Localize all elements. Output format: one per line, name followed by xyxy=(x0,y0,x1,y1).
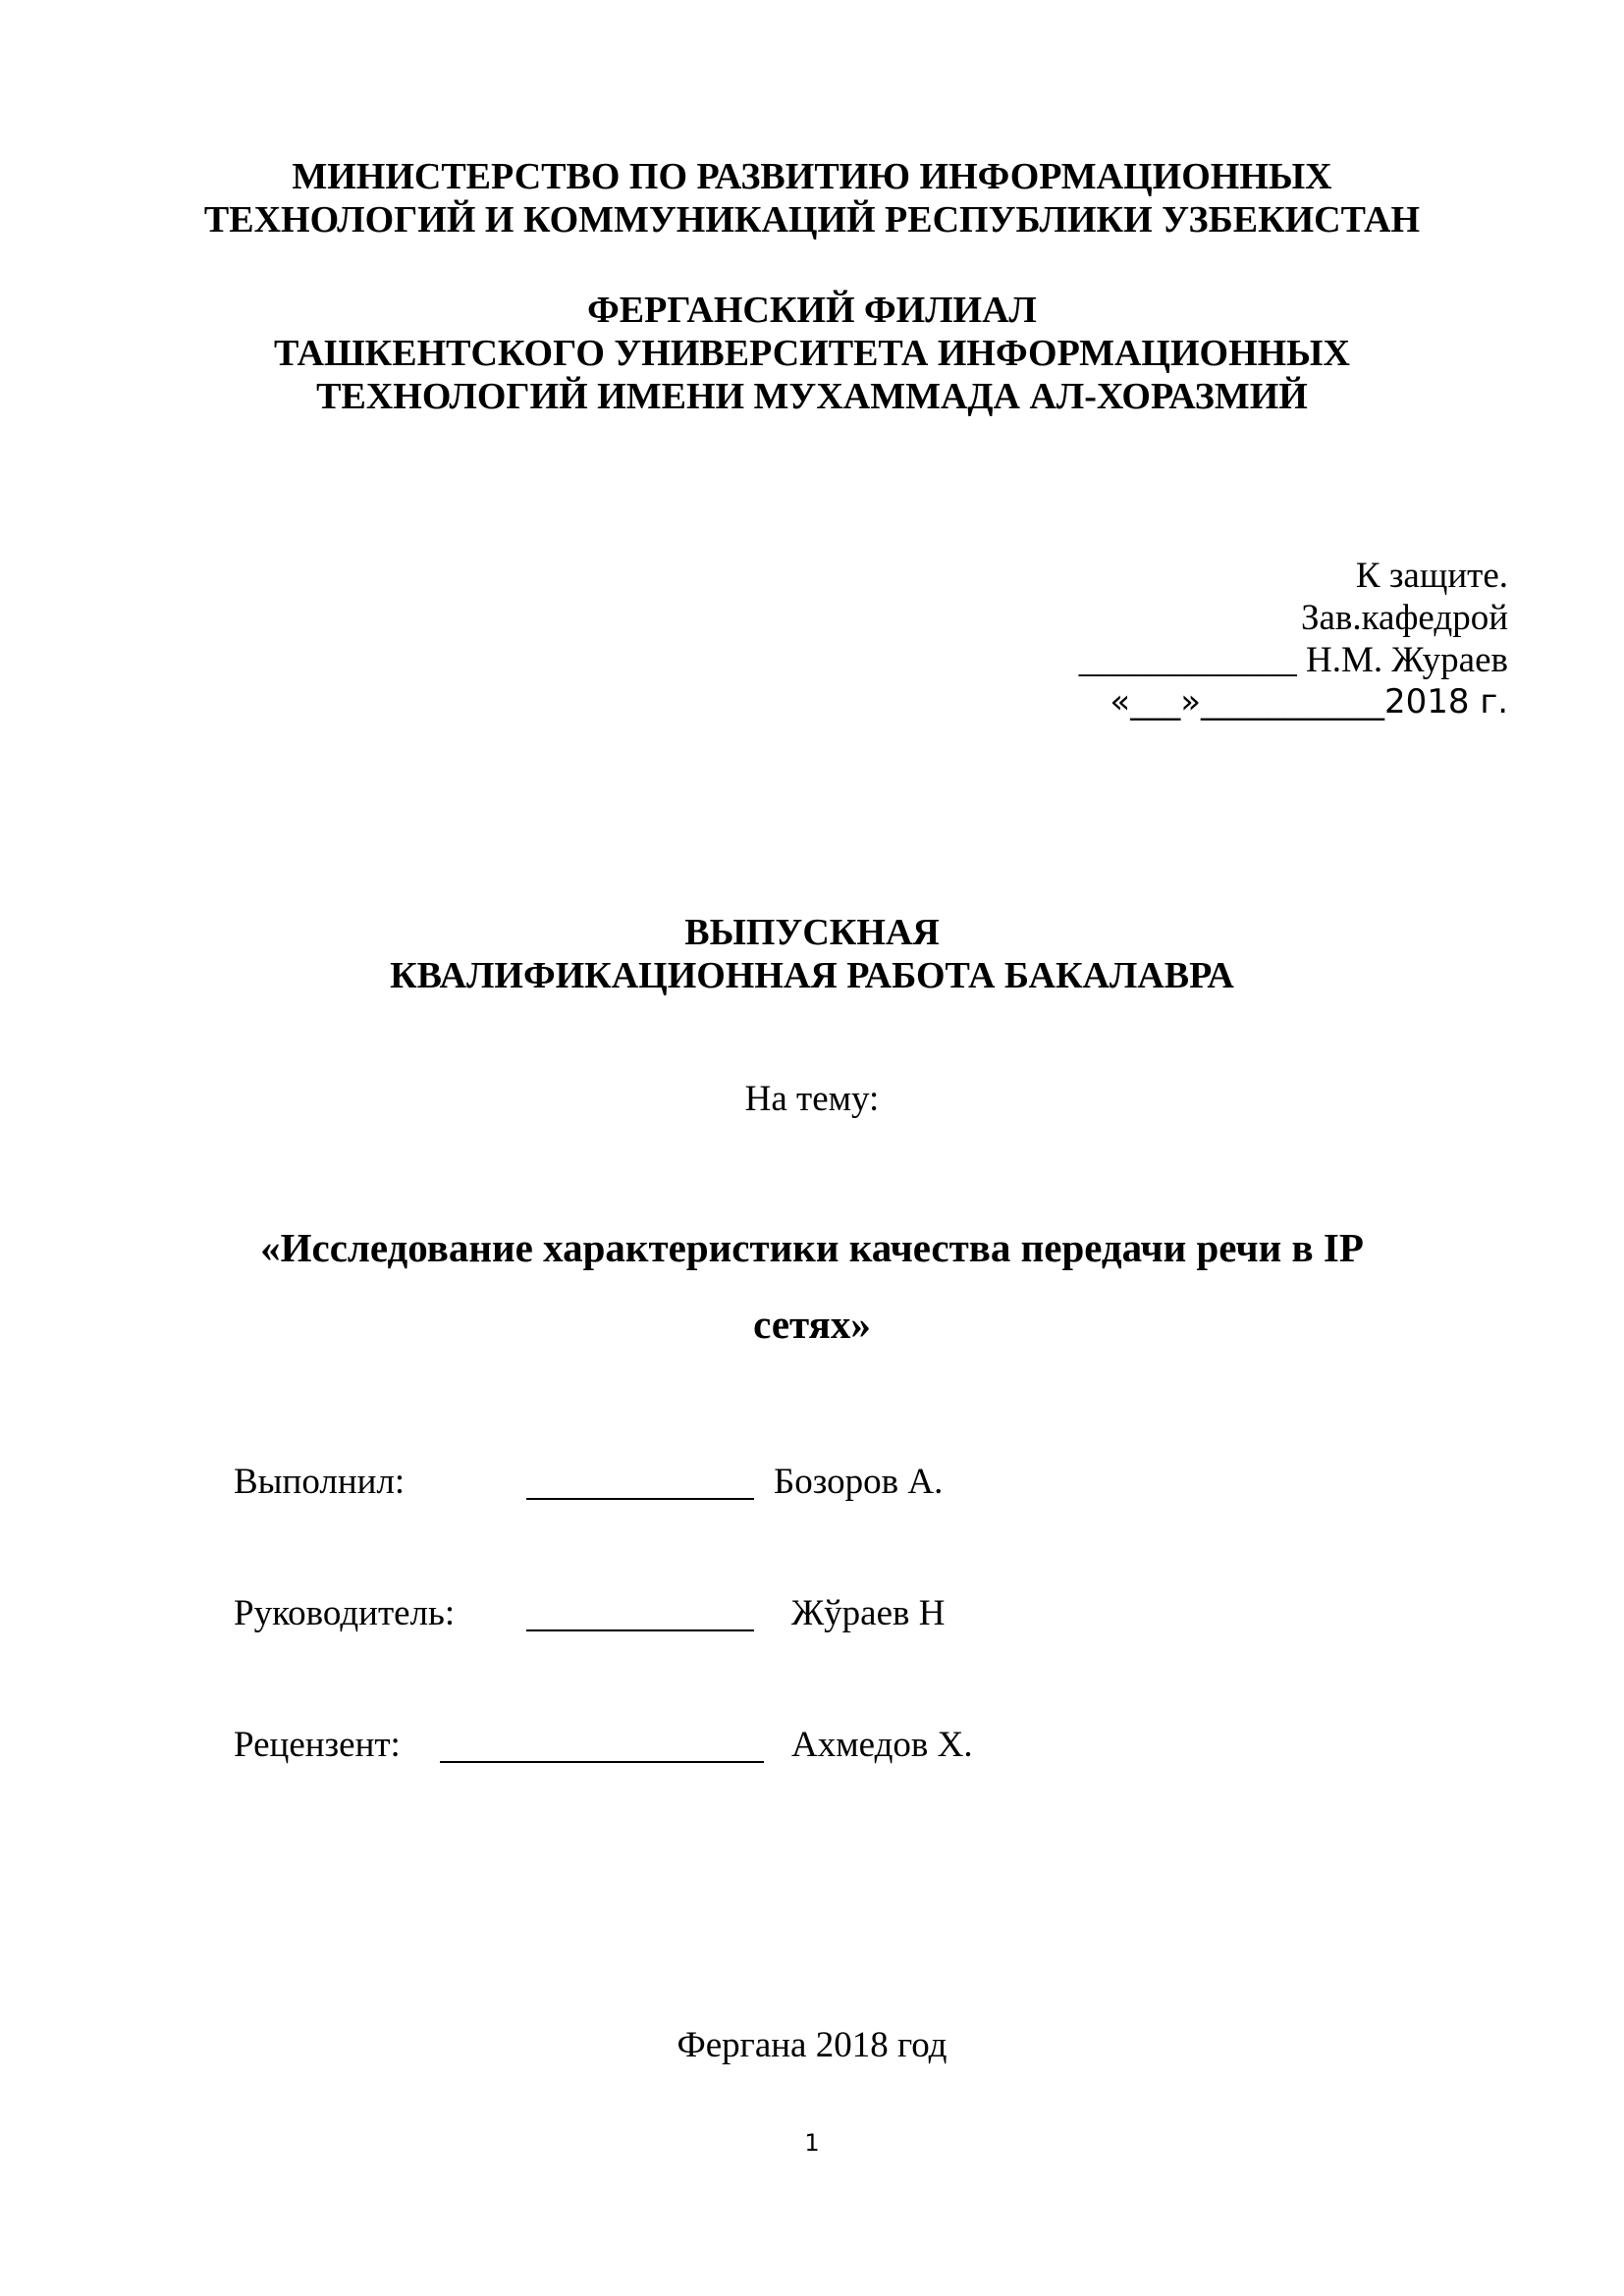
approval-block xyxy=(1079,555,1508,723)
topic-label: На тему: xyxy=(744,1079,880,1119)
signature-row-supervisor xyxy=(234,1592,1019,1641)
city-year: Фергана 2018 год xyxy=(677,2025,947,2065)
ministry-line-2: ТЕХНОЛОГИЙ И КОММУНИКАЦИЙ РЕСПУБЛИКИ УЗБЕКИСТАН xyxy=(203,199,1421,240)
approval-line-1: К защите. xyxy=(1355,556,1508,596)
institution-line-2: ТАШКЕНТСКОГО УНИВЕРСИТЕТА ИНФОРМАЦИОННЫХ xyxy=(274,333,1350,374)
page-number: 1 xyxy=(804,2129,820,2157)
approval-line-3: ____________ Н.М. Жураев xyxy=(1078,640,1508,680)
work-type-line-2: КВАЛИФИКАЦИОННАЯ РАБОТА БАКАЛАВРА xyxy=(390,955,1234,996)
signature-name: Ахмедов Х. xyxy=(791,1725,973,1765)
institution-heading xyxy=(0,289,1624,418)
thesis-topic xyxy=(0,1209,1624,1362)
work-type-heading xyxy=(0,911,1624,997)
topic-line-2: сетях» xyxy=(753,1302,871,1347)
signature-role: Выполнил: xyxy=(234,1462,406,1502)
approval-date-line: «___»___________2018 г. xyxy=(1110,682,1508,721)
signature-name: Жўраев Н xyxy=(791,1593,946,1633)
topic-line-1: «Исследование характеристики качества передачи речи в IP xyxy=(260,1225,1364,1270)
ministry-heading xyxy=(0,155,1624,241)
signature-row-reviewer xyxy=(234,1724,1019,1773)
work-type-line-1: ВЫПУСКНАЯ xyxy=(684,912,940,953)
signature-role: Руководитель: xyxy=(234,1593,456,1633)
signature-line xyxy=(526,1629,754,1631)
signature-row-author xyxy=(234,1461,1019,1510)
ministry-line-1: МИНИСТЕРСТВО ПО РАЗВИТИЮ ИНФОРМАЦИОННЫХ xyxy=(292,156,1332,197)
signature-line xyxy=(440,1761,764,1763)
signature-name: Бозоров А. xyxy=(774,1462,944,1502)
institution-line-3: ТЕХНОЛОГИЙ ИМЕНИ МУХАММАДА АЛ-ХОРАЗМИЙ xyxy=(316,376,1308,417)
approval-line-2: Зав.кафедрой xyxy=(1300,598,1508,638)
signature-role: Рецензент: xyxy=(234,1725,401,1765)
signature-line xyxy=(526,1498,754,1500)
institution-line-1: ФЕРГАНСКИЙ ФИЛИАЛ xyxy=(587,290,1037,331)
